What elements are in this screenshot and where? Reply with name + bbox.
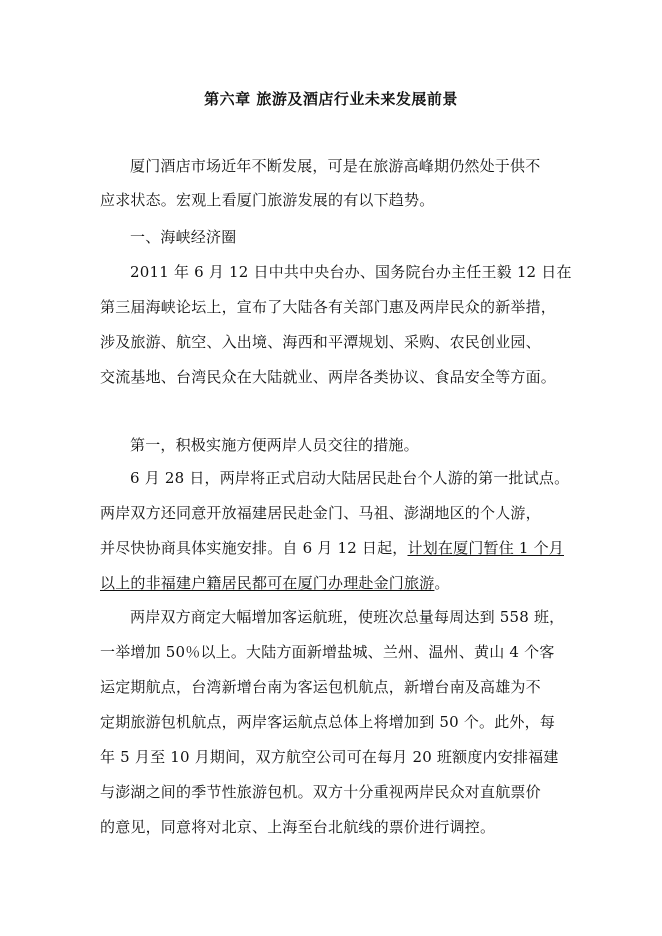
intro-line-2: 应求状态。宏观上看厦门旅游发展的有以下趋势。 (100, 191, 435, 209)
chapter-title: 第六章 旅游及酒店行业未来发展前景 (204, 90, 458, 108)
flights-line-2: 一举增加 50％以上。大陆方面新增盐城、兰州、温州、黄山 4 个客 (100, 643, 555, 661)
forum-line-1: 2011 年 6 月 12 日中共中央台办、国务院台办主任王毅 12 日在 (130, 263, 572, 281)
travel-line-2: 两岸双方还同意开放福建居民赴金门、马祖、澎湖地区的个人游， (100, 504, 541, 522)
travel-line-4-plain: 。 (434, 574, 450, 592)
flights-line-5: 年 5 月至 10 月期间，双方航空公司可在每月 20 班额度内安排福建 (100, 748, 559, 766)
flights-line-3: 运定期航点，台湾新增台南为客运包机航点，新增台南及高雄为不 (100, 678, 541, 696)
travel-line-4 (100, 573, 450, 593)
travel-line-3 (100, 538, 564, 558)
travel-line-1: 6 月 28 日，两岸将正式启动大陆居民赴台个人游的第一批试点。 (130, 469, 570, 487)
travel-line-4-underlined: 以上的非福建户籍居民都可在厦门办理赴金门旅游 (100, 574, 435, 592)
flights-line-1: 两岸双方商定大幅增加客运航班，使班次总量每周达到 558 班， (130, 608, 565, 626)
intro-line-1: 厦门酒店市场近年不断发展，可是在旅游高峰期仍然处于供不 (130, 157, 541, 175)
forum-line-3: 涉及旅游、航空、入出境、海西和平潭规划、采购、农民创业园、 (100, 333, 541, 351)
travel-line-3-underlined: 计划在厦门暂住 1 个月 (407, 539, 564, 557)
forum-line-2: 第三届海峡论坛上，宣布了大陆各有关部门惠及两岸民众的新举措， (100, 298, 557, 316)
forum-line-4: 交流基地、台湾民众在大陆就业、两岸各类协议、食品安全等方面。 (100, 368, 557, 386)
flights-line-4: 定期旅游包机航点，两岸客运航点总体上将增加到 50 个。此外，每 (100, 713, 556, 731)
section-heading: 一、海峡经济圈 (130, 228, 237, 246)
flights-line-7: 的意见，同意将对北京、上海至台北航线的票价进行调控。 (100, 818, 496, 836)
flights-line-6: 与澎湖之间的季节性旅游包机。双方十分重视两岸民众对直航票价 (100, 783, 541, 801)
travel-line-3-plain: 并尽快协商具体实施安排。自 6 月 12 日起， (100, 539, 408, 557)
point-one: 第一，积极实施方便两岸人员交往的措施。 (130, 436, 419, 454)
